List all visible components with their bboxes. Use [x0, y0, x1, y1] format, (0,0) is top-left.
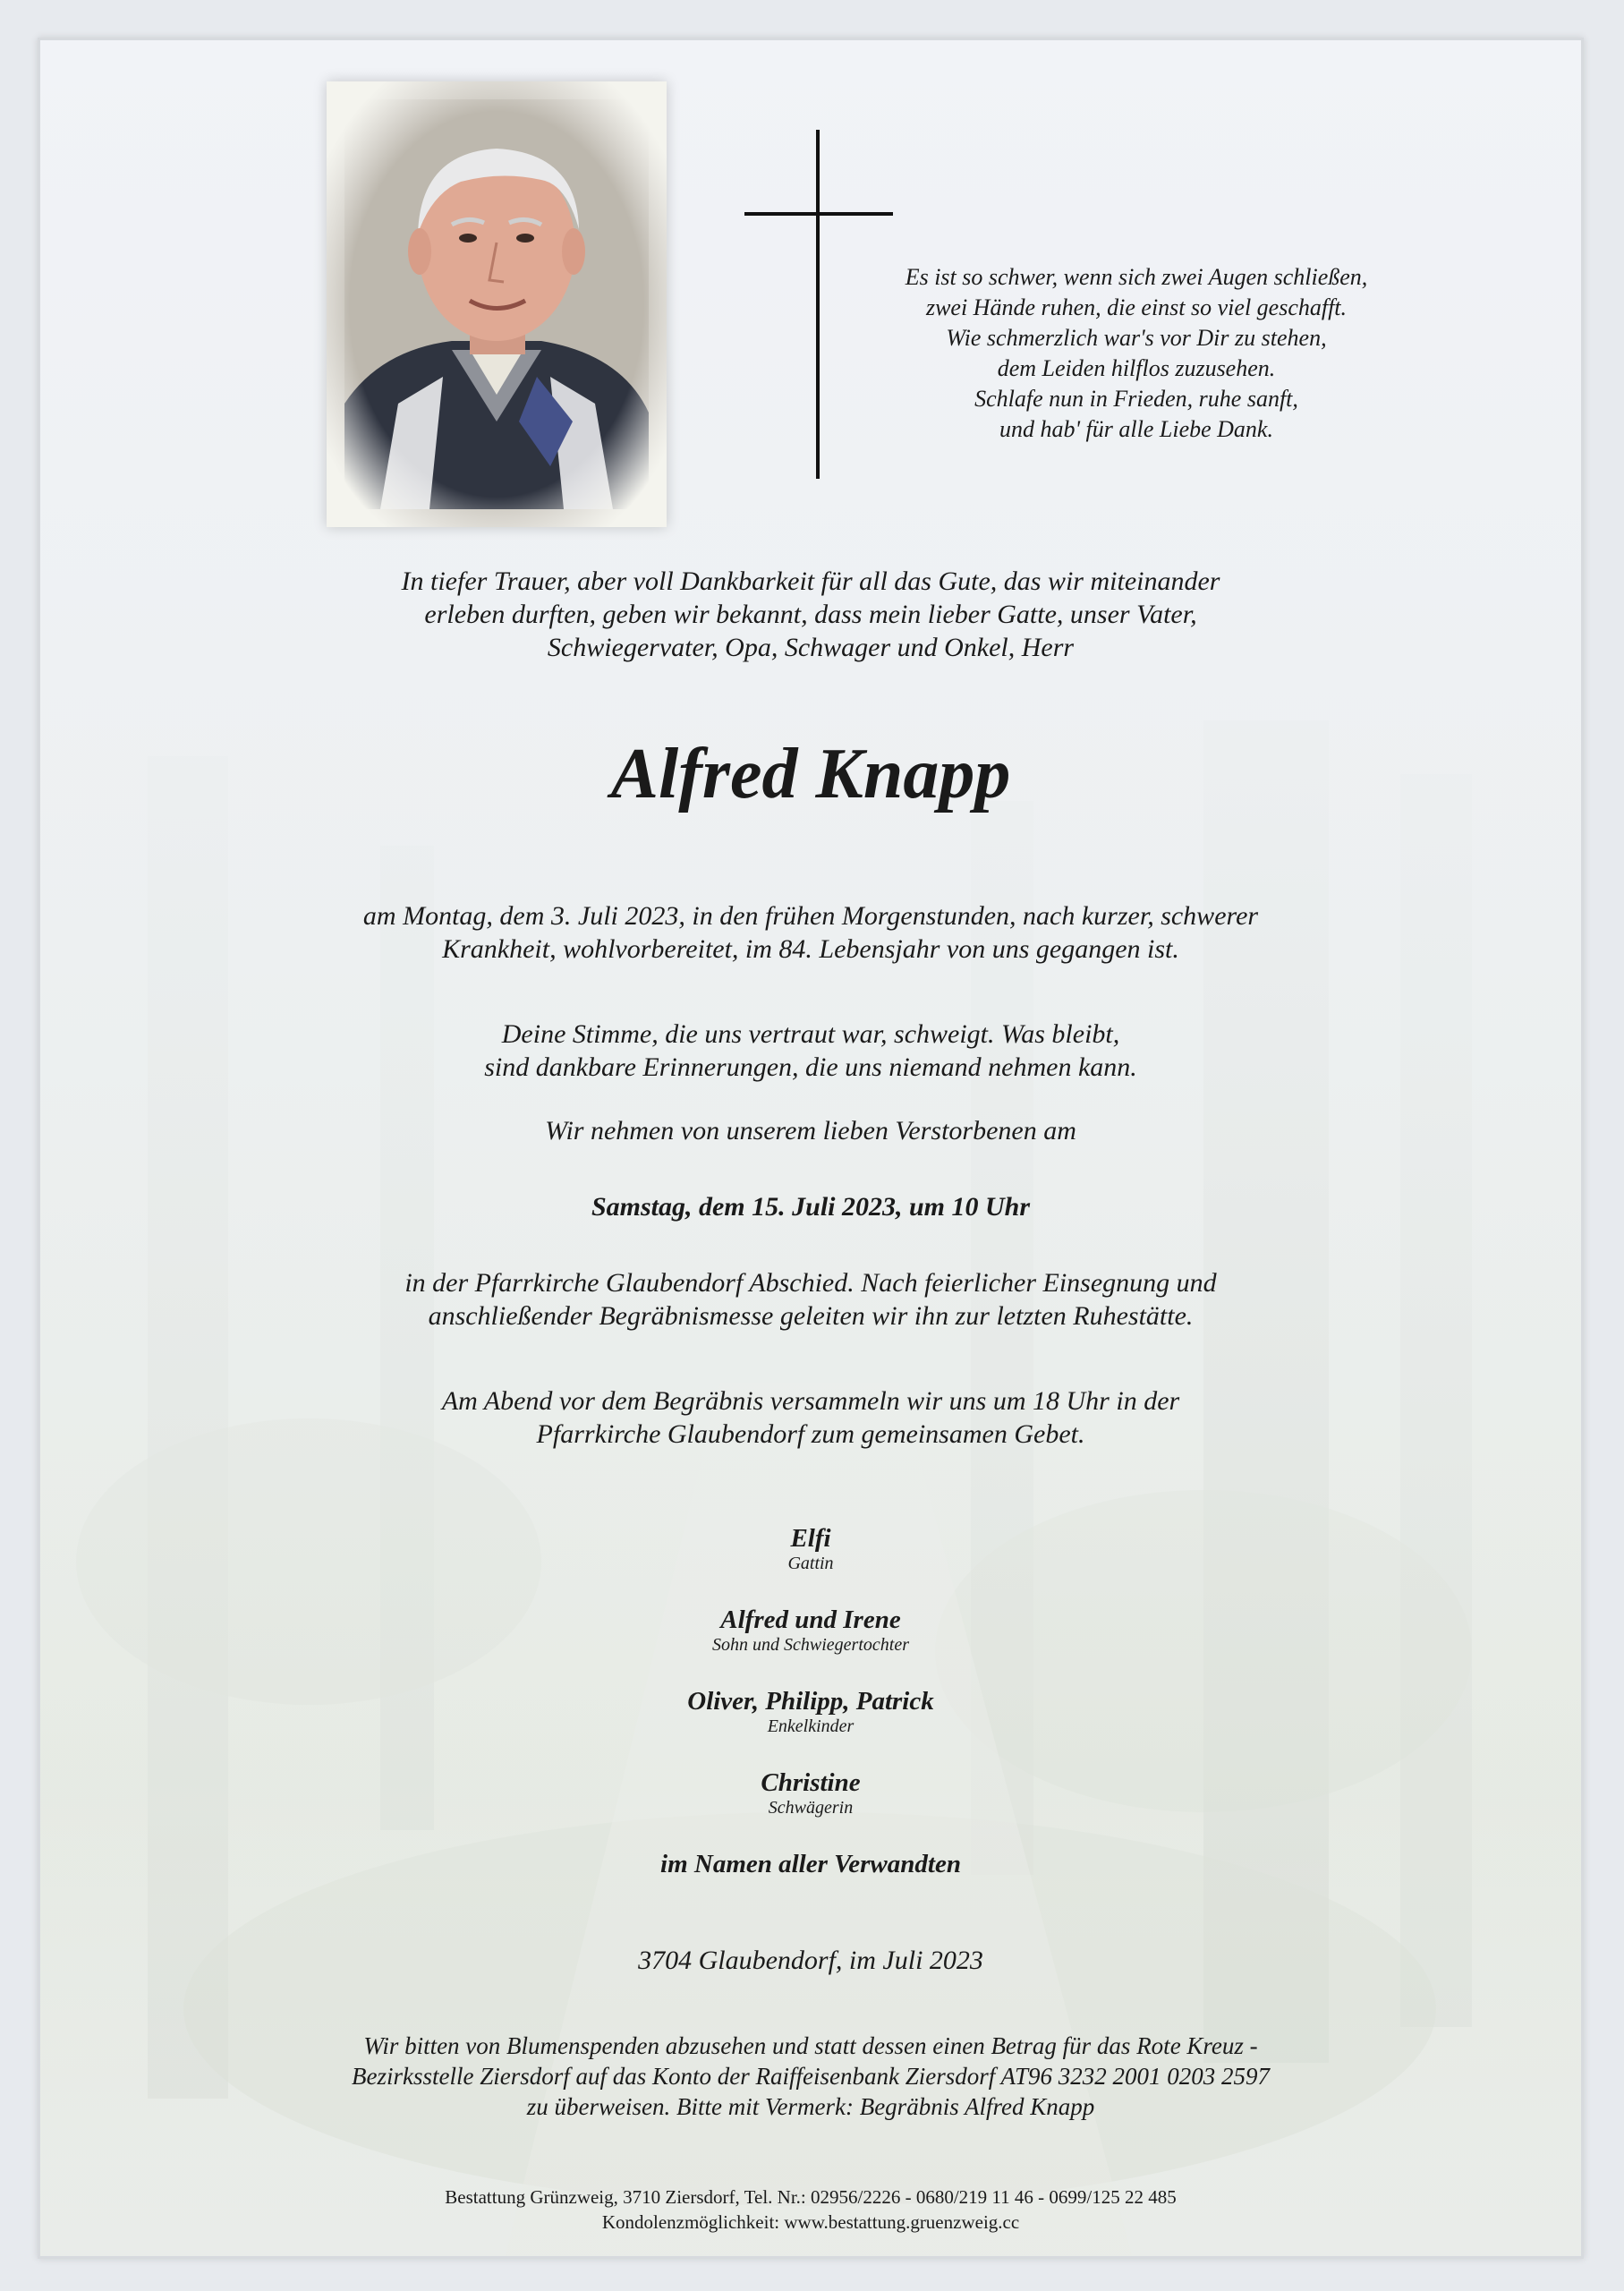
- mourner-role: Gattin: [787, 1554, 834, 1573]
- poem-line: dem Leiden hilflos zuzusehen.: [997, 355, 1276, 381]
- donation-text: [40, 2031, 1581, 2122]
- poem-line: und hab' für alle Liebe Dank.: [999, 416, 1273, 442]
- quote-line: sind dankbare Erinnerungen, die uns niemand nehmen kann.: [484, 1052, 1137, 1082]
- mourner-grandchildren: [40, 1687, 1581, 1737]
- prayer-line: Pfarrkirche Glaubendorf zum gemeinsamen Gebet.: [536, 1419, 1085, 1449]
- donation-line: Wir bitten von Blumenspenden abzusehen und statt dessen einen Betrag für das Rote Kreuz -: [363, 2032, 1258, 2059]
- mourner-name: Oliver, Philipp, Patrick: [687, 1687, 934, 1716]
- mourner-christine: [40, 1768, 1581, 1818]
- footer-contact: Bestattung Grünzweig, 3710 Ziersdorf, Tel. Nr.: 02956/2226 - 0680/219 11 46 - 0699/125 22 485: [445, 2186, 1177, 2208]
- ceremony-line: in der Pfarrkirche Glaubendorf Abschied. Nach feierlicher Einsegnung und: [404, 1268, 1217, 1298]
- obituary-page: [38, 38, 1584, 2259]
- prayer-line: Am Abend vor dem Begräbnis versammeln wir uns um 18 Uhr in der: [441, 1386, 1180, 1416]
- donation-line: zu überweisen. Bitte mit Vermerk: Begräbnis Alfred Knapp: [526, 2093, 1095, 2120]
- mourner-alfred-irene: [40, 1605, 1581, 1656]
- mourner-elfi: [40, 1524, 1581, 1574]
- donation-line: Bezirksstelle Ziersdorf auf das Konto der Raiffeisenbank Ziersdorf AT96 3232 2001 0203 2597: [352, 2063, 1270, 2090]
- intro-line: Schwiegervater, Opa, Schwager und Onkel, Herr: [547, 633, 1075, 662]
- mourner-role: Enkelkinder: [767, 1716, 855, 1736]
- place-date: 3704 Glaubendorf, im Juli 2023: [638, 1946, 983, 1975]
- poem-line: Schlafe nun in Frieden, ruhe sanft,: [974, 386, 1298, 412]
- mourner-name: Christine: [761, 1768, 861, 1797]
- mourner-name: Elfi: [790, 1524, 831, 1553]
- mourner-role: Schwägerin: [768, 1798, 854, 1818]
- poem-line: Es ist so schwer, wenn sich zwei Augen schließen,: [905, 264, 1368, 290]
- relatives-line: im Namen aller Verwandten: [660, 1850, 961, 1878]
- poem-line: zwei Hände ruhen, die einst so viel geschafft.: [925, 294, 1348, 320]
- intro-text: [40, 565, 1581, 664]
- portrait-photo: [327, 81, 667, 527]
- mourner-name: Alfred und Irene: [720, 1605, 901, 1634]
- intro-line: In tiefer Trauer, aber voll Dankbarkeit für all das Gute, das wir miteinander: [401, 566, 1220, 596]
- poem: [846, 262, 1427, 445]
- farewell-intro: Wir nehmen von unserem lieben Verstorbenen am: [545, 1116, 1076, 1146]
- funeral-home-footer: [40, 2185, 1581, 2235]
- poem-line: Wie schmerzlich war's vor Dir zu stehen,: [946, 325, 1327, 351]
- funeral-date: Samstag, dem 15. Juli 2023, um 10 Uhr: [591, 1192, 1031, 1222]
- memorial-quote: [40, 1018, 1581, 1084]
- prayer-text: [40, 1384, 1581, 1451]
- intro-line: erleben durften, geben wir bekannt, dass mein lieber Gatte, unser Vater,: [424, 600, 1197, 629]
- footer-condolence-link[interactable]: Kondolenzmöglichkeit: www.bestattung.gruenzweig.cc: [601, 2211, 1020, 2233]
- ceremony-text: [40, 1266, 1581, 1333]
- death-notice-line: am Montag, dem 3. Juli 2023, in den frühen Morgenstunden, nach kurzer, schwerer: [362, 901, 1259, 931]
- death-notice-line: Krankheit, wohlvorbereitet, im 84. Lebensjahr von uns gegangen ist.: [442, 934, 1179, 964]
- deceased-name: Alfred Knapp: [610, 735, 1011, 813]
- quote-line: Deine Stimme, die uns vertraut war, schweigt. Was bleibt,: [501, 1019, 1120, 1049]
- mourner-role: Sohn und Schwiegertochter: [712, 1635, 909, 1655]
- death-notice: [40, 899, 1581, 966]
- ceremony-line: anschließender Begräbnismesse geleiten wir ihn zur letzten Ruhestätte.: [428, 1301, 1194, 1331]
